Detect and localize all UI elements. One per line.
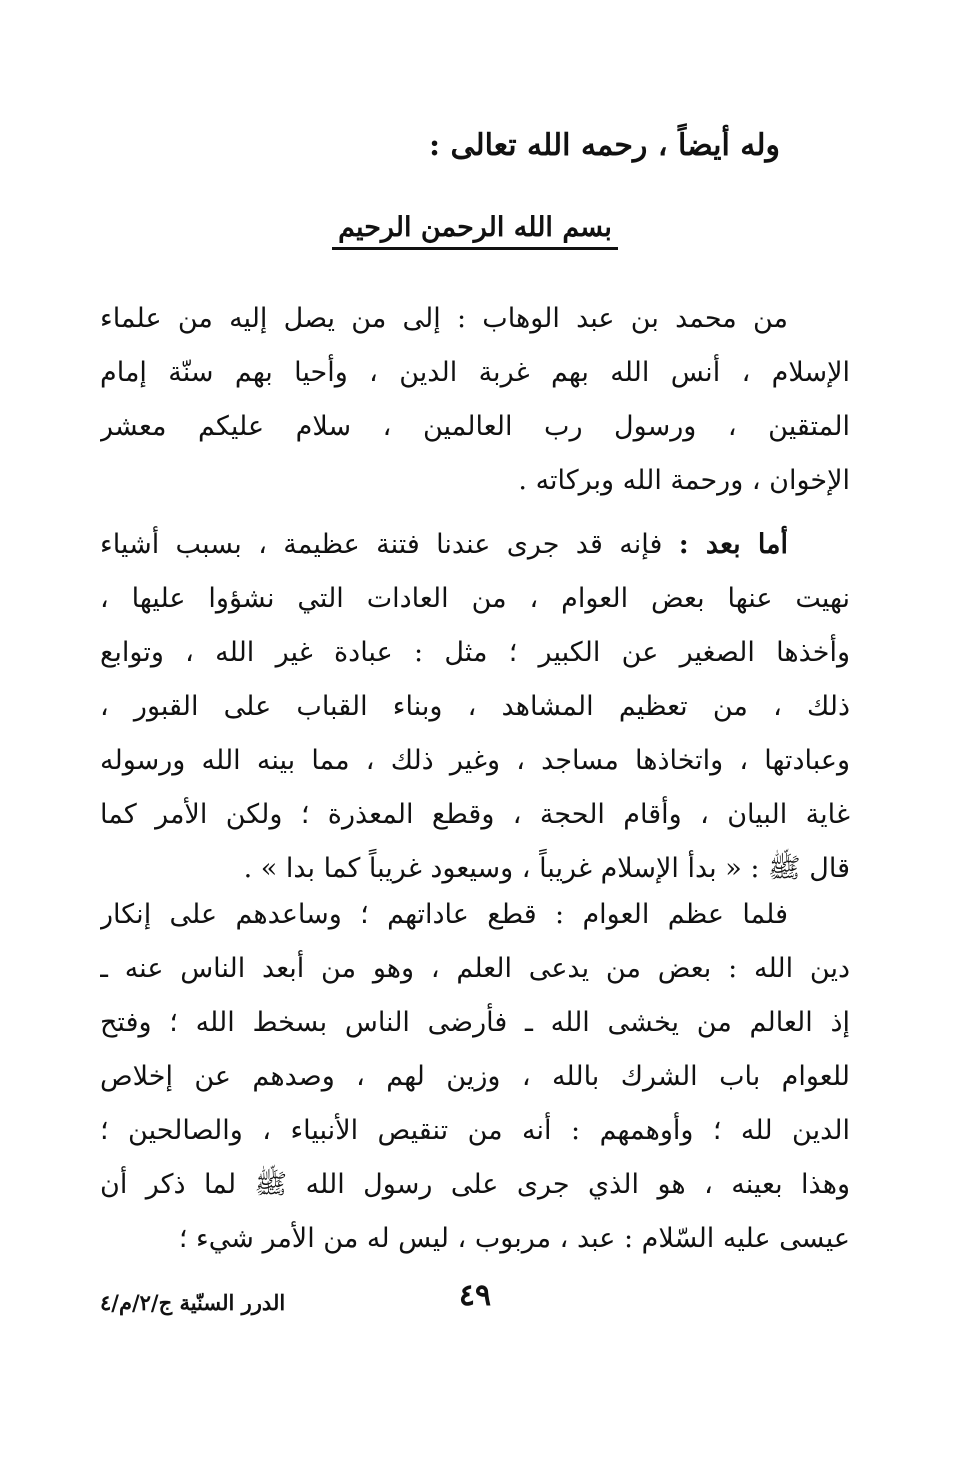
text-line: قال ﷺ : « بدأ الإسلام غريباً ، وسيعود غريباً كما بدا » . [243, 853, 850, 884]
text-line: فلما عظم العوام : قطع عاداتهم ؛ وساعدهم على إنكار [100, 899, 788, 930]
text-line: الإسلام ، أنس الله بهم غربة الدين ، وأحيا بهم سنّة إمام [100, 357, 850, 388]
text-line: دين الله : بعض من يدعى العلم ، وهو من أبعد الناس عنه ـ [100, 953, 850, 984]
text-line: ذلك ، من تعظيم المشاهد ، وبناء القباب على القبور ، [100, 691, 850, 722]
paragraph-3 [100, 888, 850, 1266]
text-line: الإخوان ، ورحمة الله وبركاته . [518, 465, 850, 496]
text-line: غاية البيان ، وأقام الحجة ، وقطع المعذرة ؛ ولكن الأمر كما [100, 799, 850, 830]
text-line [100, 518, 850, 572]
basmala-calligraphy [100, 212, 850, 250]
paragraph-2 [100, 518, 850, 896]
document-page [100, 0, 850, 1470]
lead-phrase: أما بعد : [678, 529, 789, 560]
text-line: وأخذها الصغير عن الكبير ؛ مثل : عبادة غير الله ، وتوابع [100, 637, 850, 668]
text-line: الدين لله ؛ وأوهمهم : أنه من تنقيص الأنبياء ، والصالحين ؛ [100, 1115, 850, 1146]
text-line: وعبادتها ، واتخاذها مساجد ، وغير ذلك ، مما بينه الله ورسوله [100, 745, 850, 776]
section-heading: وله أيضاً ، رحمه الله تعالى : [428, 128, 780, 163]
text-line: للعوام باب الشرك بالله ، وزين لهم ، وصدهم عن إخلاص [100, 1061, 850, 1092]
footer-source: الدرر السنّية ج/٢/م/٤ [100, 1290, 286, 1315]
text-line: إذ العالم من يخشى الله ـ فأرضى الناس بسخط الله ؛ وفتح [100, 1007, 850, 1038]
basmala-text: بسم الله الرحمن الرحيم [332, 212, 618, 250]
text-line-content: فإنه قد جرى عندنا فتنة عظيمة ، بسبب أشياء [100, 529, 663, 560]
text-line: المتقين ، ورسول رب العالمين ، سلام عليكم معشر [100, 411, 850, 442]
text-line: من محمد بن عبد الوهاب : إلى من يصل إليه من علماء [100, 303, 788, 334]
text-line: نهيت عنها بعض العوام ، من العادات التي نشؤوا عليها ، [100, 583, 850, 614]
text-line: عيسى عليه السّلام : عبد ، مربوب ، ليس له من الأمر شيء ؛ [178, 1223, 850, 1254]
text-line: وهذا بعينه ، هو الذي جرى على رسول الله ﷺ لما ذكر أن [100, 1169, 850, 1200]
paragraph-1 [100, 292, 850, 508]
page-number: ٤٩ [458, 1278, 492, 1313]
